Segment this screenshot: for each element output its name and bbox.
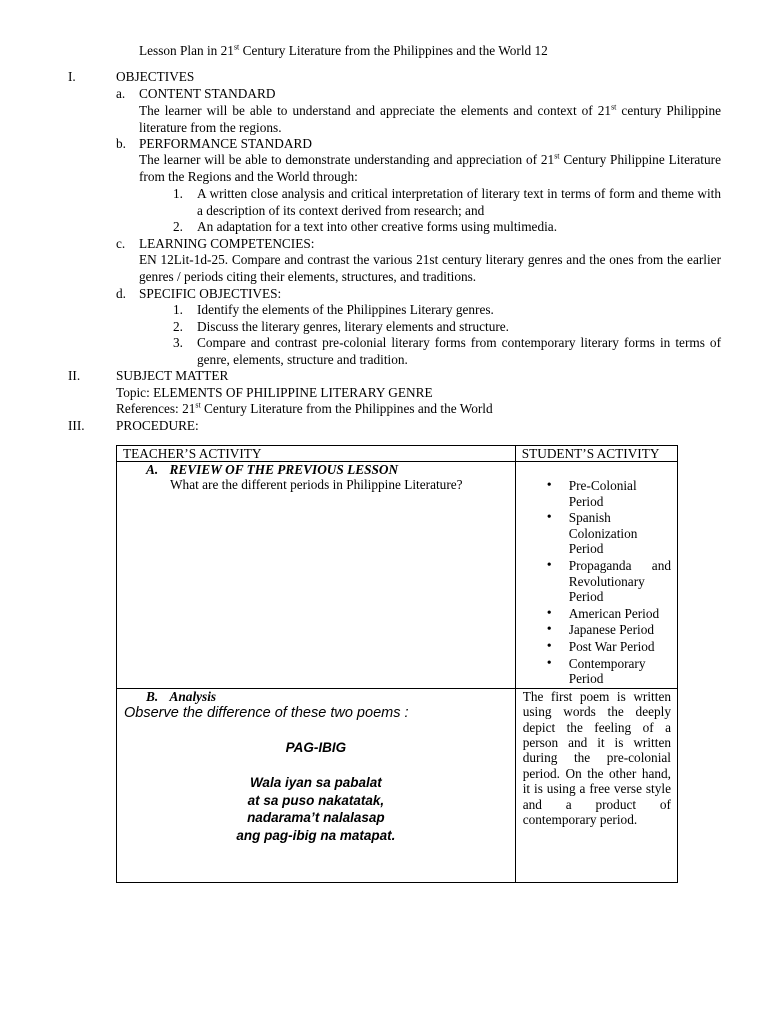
section-heading-procedure: PROCEDURE: [116,418,199,433]
perf-item-text: An adaptation for a text into other creative forms using multimedia. [197,219,558,234]
content-standard-text: The learner will be able to understand and appreciate the elements and context of 21st century Philippine literature from the regions. [139,102,721,135]
list-item: • Propaganda and Revolutionary Period [569,558,671,605]
poem-title: PAG-IBIG [285,739,347,755]
section-heading-subject-matter: SUBJECT MATTER [116,368,229,383]
objective-number: 2. [173,319,183,334]
objective-text: Identify the elements of the Philippines Literary genres. [197,302,494,317]
list-item: • Contemporary Period [569,656,671,687]
analysis-student-cell [515,688,677,882]
poem-line: ang pag-ibig na matapat. [236,827,396,843]
perf-item-text: A written close analysis and critical interpretation of literary text in terms of form and theme with a description of its context derived from research; and [197,186,721,218]
analysis-teacher-cell [117,688,516,882]
performance-standard-heading: PERFORMANCE STANDARD [139,136,312,151]
poem-line: Wala iyan sa pabalat [249,775,382,791]
letter-c: c. [116,236,126,251]
review-student-cell [515,462,677,689]
review-letter: A. [146,462,159,477]
table-row [117,462,678,689]
learning-competencies-text: EN 12Lit-1d-25. Compare and contrast the various 21st century literary genres and the ones from the earlier genres / periods citing their elements, structures, and traditions. [139,252,721,284]
teacher-activity-header: TEACHER’S ACTIVITY [117,446,516,462]
review-teacher-cell [117,462,516,689]
list-item: • American Period [569,606,671,622]
poem-stanza [117,774,515,844]
analysis-instruction: Observe the difference of these two poems : [124,704,409,721]
objective-text: Compare and contrast pre-colonial literary forms from contemporary literary forms in terms of genre, elements, structure and tradition. [197,335,721,367]
section-number-iii: III. [68,418,85,433]
content-standard-heading: CONTENT STANDARD [139,86,276,101]
letter-a: a. [116,86,126,101]
list-item: • Japanese Period [569,622,671,638]
performance-standard-text: The learner will be able to demonstrate understanding and appreciation of 21st Century Philippine Literature from the Regions and the World through: [139,151,721,184]
section-number-i: I. [68,69,76,84]
objective-number: 1. [173,302,183,317]
period-list [516,478,677,687]
list-item: • Spanish Colonization Period [569,510,671,557]
letter-d: d. [116,286,126,301]
learning-competencies-heading: LEARNING COMPETENCIES: [139,236,315,251]
list-item: • Pre-Colonial Period [569,478,671,509]
objective-number: 3. [173,335,183,350]
analysis-letter: B. [146,688,159,704]
section-number-ii: II. [68,368,81,383]
student-answer: The first poem is written using words the deeply depict the feeling of a person and it is written during the pre-colonial period. On the other hand, it is using a free verse style and a product of contemporary period. [522,688,671,827]
analysis-title: Analysis [169,688,217,704]
review-question: What are the different periods in Philippine Literature? [170,477,463,492]
review-title: REVIEW OF THE PREVIOUS LESSON [169,462,399,477]
references-line: References: 21st Century Literature from the Philippines and the World [116,400,493,416]
poem-line: at sa puso nakatatak, [247,792,385,808]
list-item: • Post War Period [569,639,671,655]
perf-item-number: 2. [173,219,183,234]
student-activity-header: STUDENT’S ACTIVITY [515,446,677,462]
topic-line: Topic: ELEMENTS OF PHILIPPINE LITERARY GENRE [116,385,433,400]
perf-item-number: 1. [173,186,183,201]
procedure-table [116,445,678,883]
objective-text: Discuss the literary genres, literary elements and structure. [197,319,509,334]
specific-objectives-heading: SPECIFIC OBJECTIVES: [139,286,282,301]
table-row [117,688,678,882]
letter-b: b. [116,136,126,151]
section-heading-objectives: OBJECTIVES [116,69,195,84]
table-header-row [117,446,678,462]
document-title: Lesson Plan in 21st Century Literature from the Philippines and the World 12 [139,42,548,58]
poem-line: nadarama’t nalalasap [247,810,385,826]
